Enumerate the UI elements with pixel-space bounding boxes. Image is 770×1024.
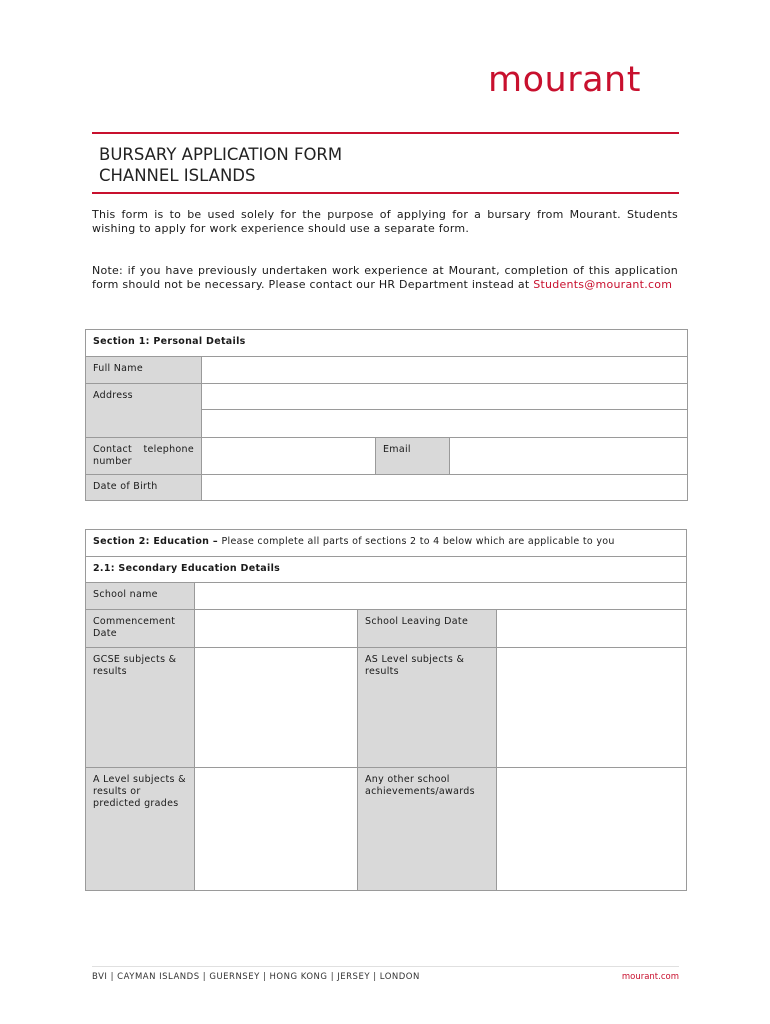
form-title-line2: CHANNEL ISLANDS: [99, 166, 256, 185]
section2-heading-note: Please complete all parts of sections 2 to 4 below which are applicable to you: [221, 536, 615, 547]
as-level-label: AS Level subjects & results: [358, 648, 497, 768]
section1-heading: Section 1: Personal Details: [86, 330, 688, 357]
a-level-label: A Level subjects & results or predicted grades: [86, 768, 195, 891]
section2-education-table: [85, 529, 687, 891]
gcse-field[interactable]: [195, 648, 358, 768]
other-achievements-field[interactable]: [497, 768, 687, 891]
address-field-line1[interactable]: [202, 384, 688, 410]
note-paragraph: [92, 264, 678, 292]
address-field-line2[interactable]: [202, 410, 688, 438]
dob-field[interactable]: [202, 475, 688, 501]
footer-website[interactable]: mourant.com: [621, 972, 679, 982]
note-text: Note: if you have previously undertaken work experience at Mourant, completion of this application form should not be necessary. Please contact our HR Department instead at: [92, 264, 678, 291]
commencement-date-label: Commencement Date: [86, 610, 195, 648]
a-level-field[interactable]: [195, 768, 358, 891]
mourant-logo: mourant: [488, 60, 641, 100]
full-name-field[interactable]: [202, 357, 688, 384]
intro-paragraph: This form is to be used solely for the purpose of applying for a bursary from Mourant. Students wishing to apply for work experience should use a separate form.: [92, 208, 678, 235]
dob-label: Date of Birth: [86, 475, 202, 501]
form-title-line1: BURSARY APPLICATION FORM: [99, 145, 343, 164]
school-name-label: School name: [86, 583, 195, 610]
form-title: [99, 144, 342, 186]
secondary-education-subheading: 2.1: Secondary Education Details: [86, 557, 687, 583]
section2-heading: [86, 530, 687, 557]
section1-personal-details-table: [85, 329, 688, 501]
gcse-label: GCSE subjects & results: [86, 648, 195, 768]
address-label: Address: [86, 384, 202, 438]
school-leaving-date-label: School Leaving Date: [358, 610, 497, 648]
email-field[interactable]: [450, 438, 688, 475]
other-achievements-label: Any other school achievements/awards: [358, 768, 497, 891]
section2-heading-title: Section 2: Education –: [93, 536, 218, 547]
footer-divider: [92, 966, 679, 967]
title-top-rule: [92, 132, 679, 134]
school-leaving-date-field[interactable]: [497, 610, 687, 648]
telephone-field[interactable]: [202, 438, 376, 475]
as-level-field[interactable]: [497, 648, 687, 768]
full-name-label: Full Name: [86, 357, 202, 384]
school-name-field[interactable]: [195, 583, 687, 610]
title-bottom-rule: [92, 192, 679, 194]
footer-locations: BVI | CAYMAN ISLANDS | GUERNSEY | HONG KONG | JERSEY | LONDON: [92, 972, 420, 982]
email-label: Email: [376, 438, 450, 475]
commencement-date-field[interactable]: [195, 610, 358, 648]
students-email-link[interactable]: Students@mourant.com: [533, 278, 673, 291]
telephone-label: Contact telephone number: [86, 438, 202, 475]
